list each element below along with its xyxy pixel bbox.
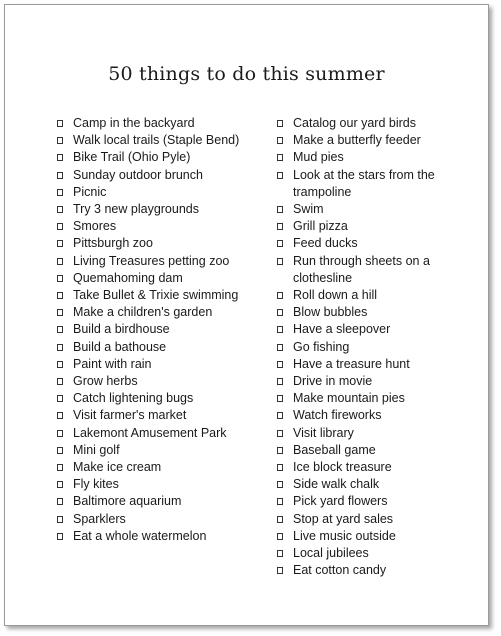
checkbox-icon [277,498,283,505]
checklist-item [57,476,262,493]
checklist-item-label: Make a butterfly feeder [293,133,421,148]
checkbox-icon [57,464,63,471]
checklist-item-label: Catch lightening bugs [73,391,194,406]
checkbox-icon [277,258,283,265]
checklist-item-label: Swim [293,202,324,217]
checklist-item [57,201,262,218]
checklist-item [57,407,262,424]
checkbox-icon [57,533,63,540]
checklist-item [57,442,262,459]
checkbox-icon [277,309,283,316]
checkbox-icon [57,240,63,247]
checklist-item-label: Watch fireworks [293,408,382,423]
checkbox-icon [57,344,63,351]
checkbox-icon [57,292,63,299]
checklist-item-label: Feed ducks [293,236,358,251]
checklist-item [57,132,262,149]
checklist-item-label: Ice block treasure [293,460,392,475]
checklist-item-label: Try 3 new playgrounds [73,202,199,217]
checklist-item-label: Visit farmer's market [73,408,187,423]
checkbox-icon [57,516,63,523]
checklist-item-label: Local jubilees [293,546,369,561]
checklist-item [57,115,262,132]
checklist-item-label: Paint with rain [73,356,152,371]
checklist-item-label: Have a sleepover [293,322,391,337]
checklist-item [57,253,262,270]
checklist-item [277,493,477,510]
checklist-item [277,339,477,356]
checklist-item-label: Living Treasures petting zoo [73,253,230,268]
checklist-item [57,167,262,184]
checkbox-icon [57,206,63,213]
checklist-item-label: Visit library [293,425,354,440]
checkbox-icon [277,378,283,385]
checklist-item-label: Pittsburgh zoo [73,236,153,251]
checkbox-icon [57,309,63,316]
checklist-item [57,528,262,545]
checklist-item [277,390,477,407]
checkbox-icon [57,430,63,437]
checklist-item [277,373,477,390]
checklist-item [277,253,477,287]
checklist-item [277,287,477,304]
checklist-item-label: Pick yard flowers [293,494,388,509]
checklist-item-label: Stop at yard sales [293,511,394,526]
checklist-item [57,304,262,321]
checkbox-icon [277,395,283,402]
checkbox-icon [57,275,63,282]
checkbox-icon [277,481,283,488]
checkbox-icon [277,326,283,333]
checklist-item [277,132,477,149]
checkbox-icon [57,189,63,196]
checklist-item [57,356,262,373]
checkbox-icon [277,412,283,419]
checklist-item [277,476,477,493]
checkbox-icon [57,137,63,144]
checklist-item-label: Look at the stars from the trampoline [293,167,435,199]
checklist-item-label: Grill pizza [293,219,348,234]
checklist-item-label: Grow herbs [73,374,138,389]
checklist-item-label: Baltimore aquarium [73,494,182,509]
checklist-item [277,304,477,321]
checklist-item-label: Eat cotton candy [293,563,387,578]
checklist-item-label: Make mountain pies [293,391,405,406]
checklist-item [277,459,477,476]
checkbox-icon [57,481,63,488]
checklist-item [57,149,262,166]
checklist-item [277,321,477,338]
checklist-item [277,149,477,166]
checklist-item [57,321,262,338]
checklist-item-label: Fly kites [73,477,119,492]
checklist-item-label: Lakemont Amusement Park [73,425,227,440]
checkbox-icon [57,223,63,230]
checklist-item [57,184,262,201]
checklist-item-label: Drive in movie [293,374,373,389]
checkbox-icon [277,137,283,144]
checklist-item [57,493,262,510]
checkbox-icon [277,120,283,127]
checklist-item-label: Side walk chalk [293,477,380,492]
checklist-item-label: Smores [73,219,117,234]
checkbox-icon [57,498,63,505]
checkbox-icon [57,326,63,333]
checklist-item [57,287,262,304]
checklist-item [277,201,477,218]
checklist-item-label: Sunday outdoor brunch [73,167,203,182]
checklist-item [277,511,477,528]
checklist-item-label: Walk local trails (Staple Bend) [73,133,240,148]
checkbox-icon [57,120,63,127]
checklist-item [57,373,262,390]
checklist-item-label: Take Bullet & Trixie swimming [73,288,239,303]
checklist-item-label: Mud pies [293,150,344,165]
checklist-item [277,167,477,201]
checkbox-icon [57,412,63,419]
checklist-item-label: Picnic [73,184,107,199]
checklist-item [277,425,477,442]
checkbox-icon [57,154,63,161]
checklist-item [277,235,477,252]
checklist-item-label: Baseball game [293,442,376,457]
checkbox-icon [277,516,283,523]
checklist-item [57,235,262,252]
checklist-item-label: Bike Trail (Ohio Pyle) [73,150,191,165]
checkbox-icon [277,240,283,247]
checkbox-icon [277,533,283,540]
checklist-item [57,459,262,476]
checklist-item-label: Build a bathouse [73,339,167,354]
checklist-item [57,339,262,356]
checklist-item [277,545,477,562]
document-page [4,4,489,626]
checklist-item-label: Quemahoming dam [73,270,183,285]
checkbox-icon [57,172,63,179]
checkbox-icon [57,395,63,402]
checklist-item-label: Go fishing [293,339,350,354]
checkbox-icon [277,464,283,471]
checklist-item-label: Catalog our yard birds [293,116,416,130]
checklist-item [277,407,477,424]
checklist-item-label: Roll down a hill [293,288,378,303]
checkbox-icon [277,361,283,368]
left-checklist [57,115,262,545]
checklist-item [277,442,477,459]
checklist-item-label: Run through sheets on a clothesline [293,253,430,285]
page-title: 50 things to do this summer [108,63,385,85]
checklist-item [57,390,262,407]
right-checklist [277,115,477,579]
checklist-item-label: Sparklers [73,511,126,526]
checklist-item-label: Camp in the backyard [73,116,195,130]
checkbox-icon [57,258,63,265]
checklist-item [57,270,262,287]
checklist-item [277,562,477,579]
checklist-item [277,528,477,545]
checkbox-icon [57,361,63,368]
checkbox-icon [57,447,63,454]
checklist-item [277,356,477,373]
checklist-item-label: Blow bubbles [293,305,368,320]
checkbox-icon [277,447,283,454]
checkbox-icon [277,430,283,437]
checkbox-icon [277,550,283,557]
checkbox-icon [277,344,283,351]
checklist-item-label: Make ice cream [73,460,162,475]
checklist-item [57,425,262,442]
checkbox-icon [57,378,63,385]
checkbox-icon [277,292,283,299]
checkbox-icon [277,567,283,574]
checklist-item [57,218,262,235]
checklist-item [277,115,477,132]
checklist-item [57,511,262,528]
checklist-item-label: Eat a whole watermelon [73,528,207,543]
checklist-item-label: Mini golf [73,442,120,457]
checkbox-icon [277,172,283,179]
checklist-item-label: Make a children's garden [73,305,213,320]
checklist-item-label: Build a birdhouse [73,322,170,337]
checklist-item-label: Have a treasure hunt [293,356,410,371]
checkbox-icon [277,154,283,161]
checklist-item [277,218,477,235]
checklist-item-label: Live music outside [293,528,396,543]
checkbox-icon [277,223,283,230]
checkbox-icon [277,206,283,213]
